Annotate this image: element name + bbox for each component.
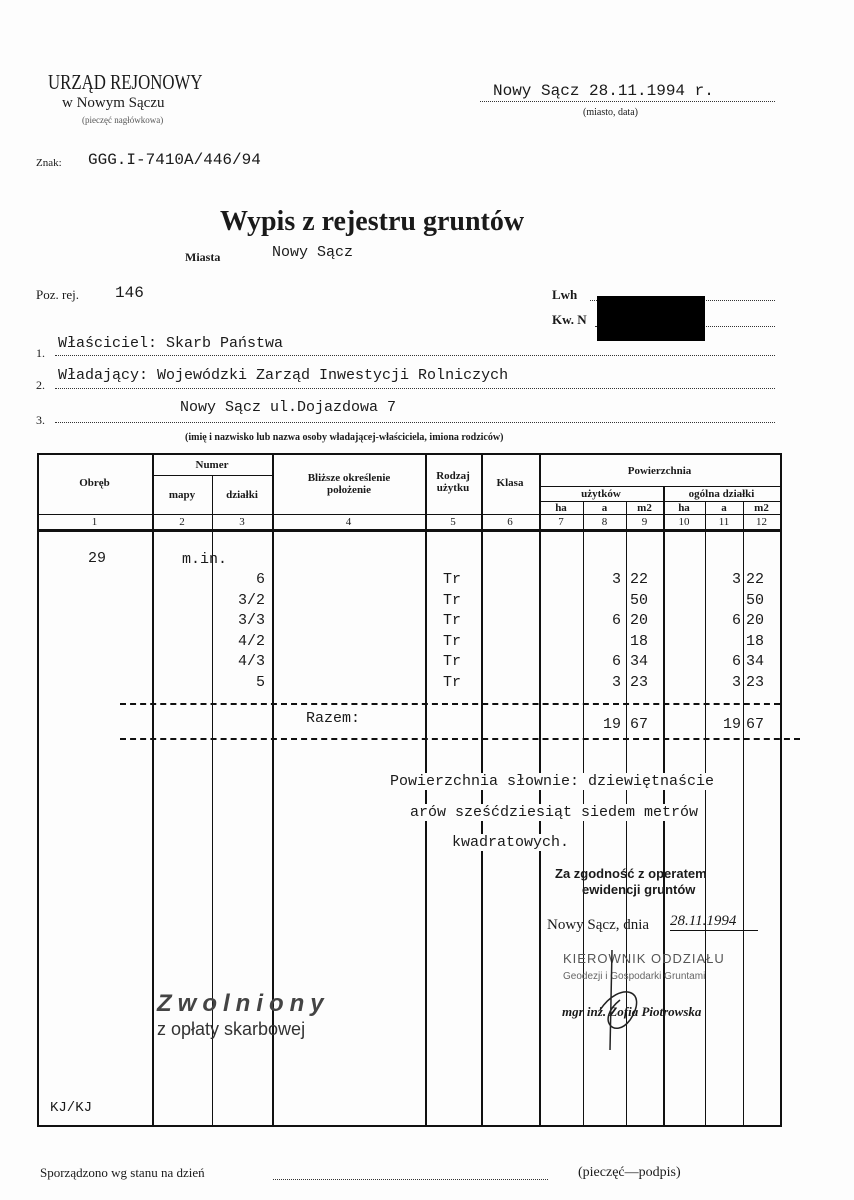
column-number: 12: [756, 516, 767, 528]
znak-value: GGG.I-7410A/446/94: [88, 151, 261, 169]
row-rodzaj: Tr: [443, 653, 462, 670]
row-rodzaj: Tr: [443, 632, 462, 650]
row-om2: 23: [746, 673, 765, 691]
poz-label: Poz. rej.: [36, 287, 79, 302]
razem-label: Razem:: [306, 710, 361, 727]
column-number: 5: [450, 516, 456, 528]
header-blizsze: Bliższe określenie położenie: [307, 472, 391, 496]
razem-total-a: 19: [722, 716, 741, 733]
header-klasa: Klasa: [496, 477, 524, 489]
column-number: 2: [179, 516, 185, 528]
header-a: a: [601, 502, 608, 514]
redaction-block: [597, 296, 705, 341]
poz-value: 146: [115, 284, 144, 302]
header-rodzaj: Rodzaj użytku: [436, 470, 470, 494]
stamp-name: mgr inż. Zofia Piotrowska: [562, 1004, 702, 1019]
header-m2-total: m2: [754, 502, 769, 514]
row-oa: 3: [731, 673, 741, 691]
stamp-line-1: Za zgodność z operatem: [555, 866, 707, 881]
owner-num-3: 3.: [36, 413, 45, 427]
column-number: 6: [507, 516, 513, 528]
row-dzialka: 5: [255, 673, 265, 691]
kw-label: Kw. N: [552, 312, 587, 327]
row-m2: 18: [630, 632, 649, 650]
row-oa: 6: [731, 653, 741, 670]
exempt-line-1: Zwolniony: [157, 990, 330, 1017]
page-title: Wypis z rejestru gruntów: [220, 206, 525, 237]
header-mapy: mapy: [168, 489, 196, 501]
header-powierzchnia: Powierzchnia: [627, 465, 692, 477]
header-ha: ha: [555, 502, 567, 514]
row-a: 3: [611, 673, 621, 691]
min-label: m.in.: [182, 551, 228, 568]
row-m2: 20: [630, 612, 649, 629]
stamp-line-2: ewidencji gruntów: [582, 882, 696, 897]
razem-a: 19: [602, 716, 621, 733]
row-om2: 50: [746, 591, 765, 609]
header-m2: m2: [637, 502, 652, 514]
column-number: 3: [239, 516, 245, 528]
header-numer: Numer: [195, 459, 229, 471]
stamp-caption: (pieczęć nagłówkowa): [82, 115, 164, 125]
row-om2: 20: [746, 612, 765, 629]
column-number: 7: [558, 516, 564, 528]
words-line-3: kwadratowych.: [452, 834, 570, 851]
obreb-value: 29: [88, 550, 107, 567]
owner-caption: (imię i nazwisko lub nazwa osoby władającej-właściciela, imiona rodziców): [185, 432, 504, 443]
exempt-line-2: z opłaty skarbowej: [157, 1019, 306, 1039]
header-a-total: a: [721, 502, 727, 514]
row-a: 6: [611, 612, 621, 629]
row-rodzaj: Tr: [443, 571, 462, 588]
znak-label: Znak:: [36, 157, 62, 169]
office-name: URZĄD REJONOWY: [48, 70, 203, 94]
row-om2: 18: [746, 632, 765, 650]
owner-line-3: Nowy Sącz ul.Dojazdowa 7: [180, 399, 397, 416]
header-obreb: Obręb: [79, 477, 110, 489]
razem-total-m2: 67: [746, 716, 765, 733]
row-om2: 22: [746, 571, 765, 588]
column-number: 1: [91, 516, 98, 528]
column-number: 9: [641, 516, 648, 528]
column-number: 11: [718, 516, 730, 528]
razem-m2: 67: [630, 716, 649, 733]
place-date-caption: (miasto, data): [583, 107, 638, 118]
signature-icon: [590, 940, 670, 1060]
row-dzialka: 4/2: [237, 632, 265, 650]
stamp-role: KIEROWNIK ODDZIAŁU: [563, 951, 725, 966]
row-m2: 34: [630, 653, 649, 670]
initials: KJ/KJ: [50, 1100, 93, 1116]
row-rodzaj: Tr: [443, 591, 462, 609]
words-line-1: Powierzchnia słownie: dziewiętnaście: [390, 773, 715, 790]
row-dzialka: 6: [255, 571, 265, 588]
owner-line-1: Właściciel: Skarb Państwa: [58, 335, 284, 352]
header-dzialki: działki: [226, 489, 258, 501]
row-a: 3: [611, 571, 621, 588]
footer-label: Sporządzono wg stanu na dzień: [40, 1165, 205, 1180]
footer-sign: (pieczęć—podpis): [578, 1165, 681, 1180]
header-ogolna: ogólna działki: [688, 488, 755, 500]
header-uzytkow: użytków: [581, 488, 621, 500]
words-line-2: arów sześćdziesiąt siedem metrów: [410, 804, 699, 821]
owner-line-2: Władający: Wojewódzki Zarząd Inwestycji Rolniczych: [58, 367, 509, 384]
row-m2: 23: [630, 673, 649, 691]
stamp-date-value: 28.11.1994: [670, 913, 758, 931]
row-rodzaj: Tr: [443, 673, 462, 691]
stamp-dept: Geodezji i Gospodarki Gruntami: [563, 971, 706, 982]
row-oa: 6: [731, 612, 741, 629]
header-ha-total: ha: [678, 502, 690, 514]
place-date: Nowy Sącz 28.11.1994 r.: [493, 82, 714, 100]
row-oa: 3: [731, 571, 741, 588]
column-number: 4: [345, 516, 352, 528]
lwh-label: Lwh: [552, 287, 578, 302]
row-dzialka: 3/3: [237, 612, 265, 629]
owner-num-1: 1.: [36, 346, 45, 360]
miasta-value: Nowy Sącz: [272, 244, 354, 261]
row-dzialka: 4/3: [237, 653, 265, 670]
row-dzialka: 3/2: [237, 591, 265, 609]
row-a: 6: [611, 653, 621, 670]
row-m2: 22: [630, 571, 649, 588]
row-om2: 34: [746, 653, 765, 670]
owner-num-2: 2.: [36, 378, 45, 392]
column-number: 8: [601, 516, 608, 528]
miasta-label: Miasta: [185, 250, 221, 264]
row-m2: 50: [630, 591, 649, 609]
stamp-date-label: Nowy Sącz, dnia: [547, 917, 650, 933]
column-number: 10: [678, 516, 690, 528]
office-city: w Nowym Sączu: [62, 95, 165, 111]
row-rodzaj: Tr: [443, 612, 462, 629]
